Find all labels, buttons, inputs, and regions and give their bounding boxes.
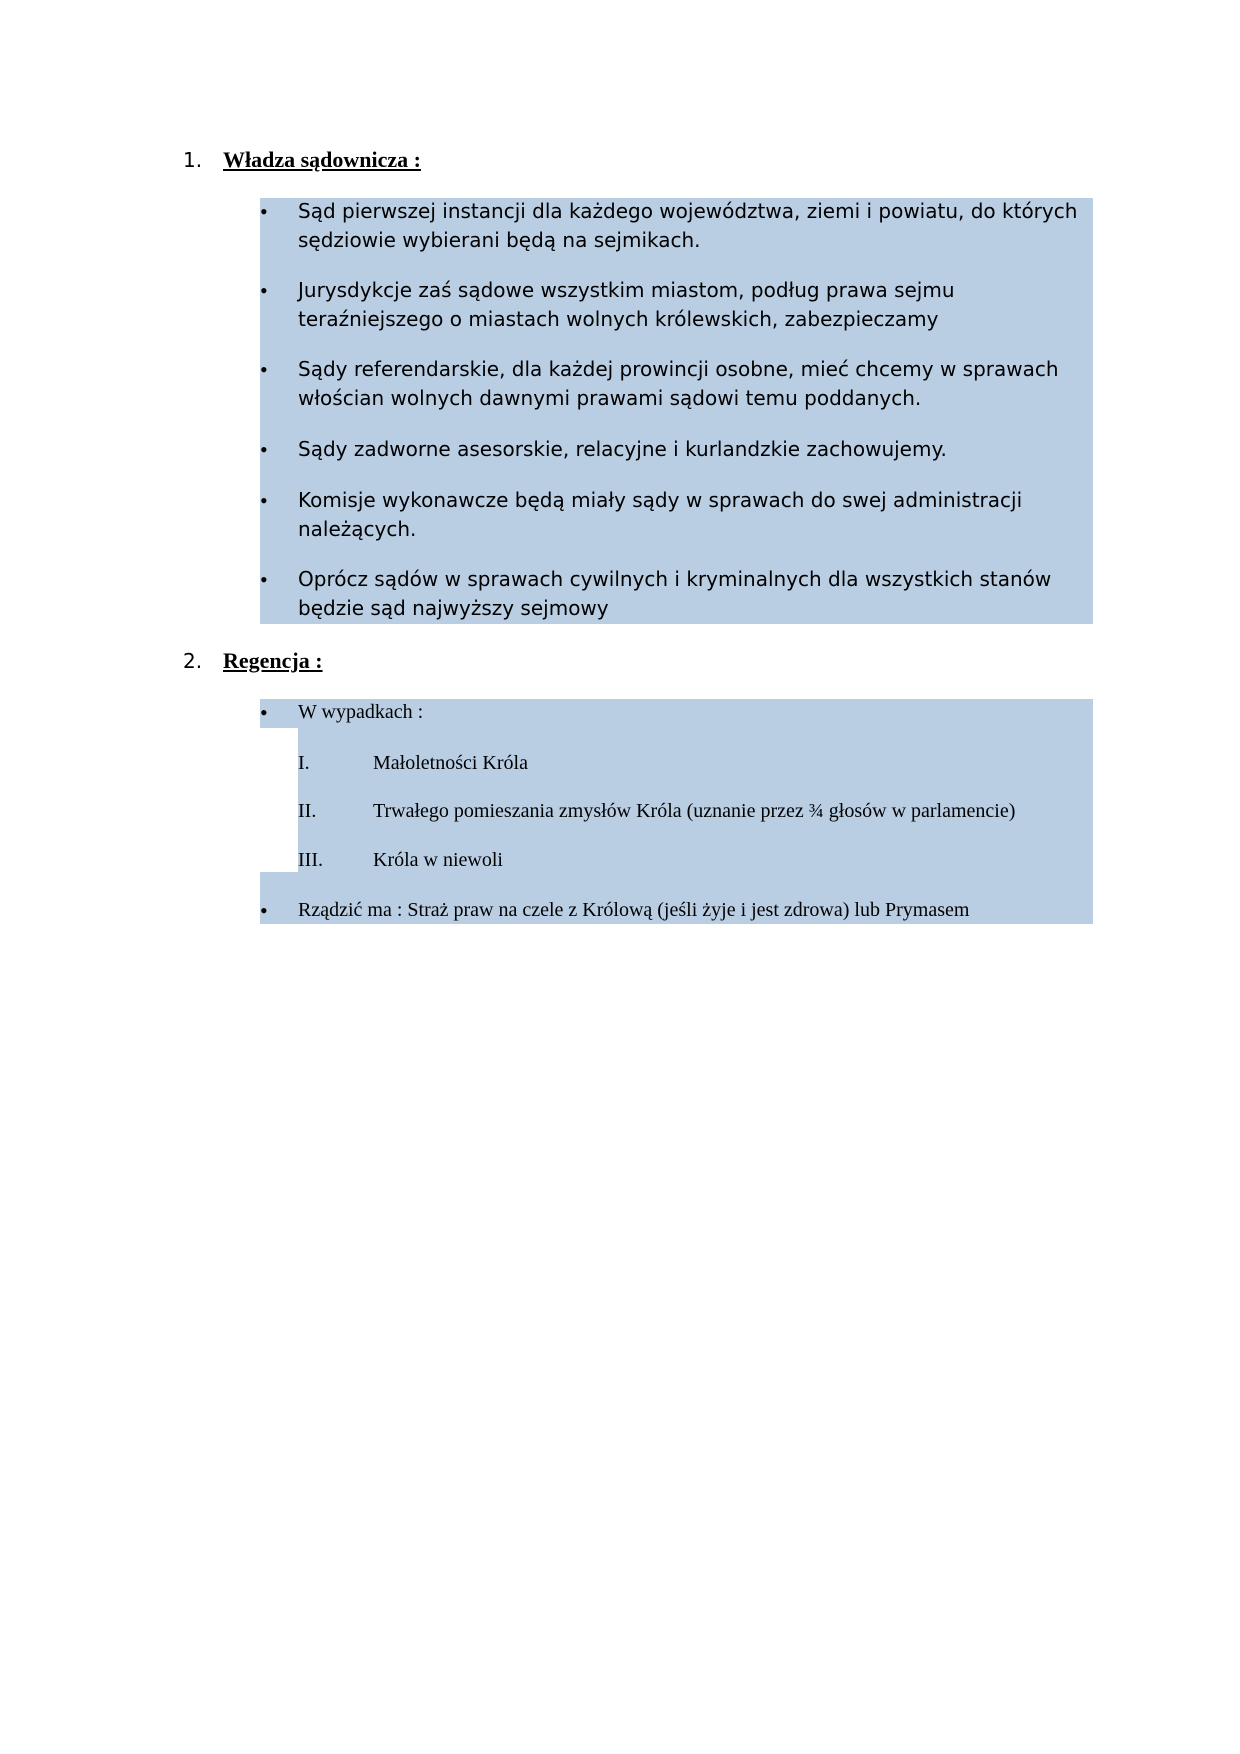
sub-list-item: Małoletności Króla xyxy=(373,752,528,774)
section-number: 2. xyxy=(183,649,203,673)
list-item: W wypadkach : xyxy=(298,701,424,723)
bullet-icon xyxy=(260,565,278,594)
section-title: Regencja : xyxy=(223,648,323,673)
sub-list-item: Króla w niewoli xyxy=(373,849,503,871)
list-item: Sądy zadworne asesorskie, relacyjne i kurlandzkie zachowujemy. xyxy=(298,437,947,461)
bullet-icon xyxy=(260,355,278,384)
bullet-icon xyxy=(260,896,278,925)
list-item: Rządzić ma : Straż praw na czele z Królową (jeśli żyje i jest zdrowa) lub Prymasem xyxy=(298,899,970,921)
list-item: Sąd pierwszej instancji dla każdego województwa, ziemi i powiatu, do których sędziowie wybierani będą na sejmikach. xyxy=(298,199,1078,252)
list-item: Oprócz sądów w sprawach cywilnych i kryminalnych dla wszystkich stanów będzie sąd najwyższy sejmowy xyxy=(298,567,1052,620)
section-title: Władza sądownicza : xyxy=(223,147,421,172)
bullet-icon xyxy=(260,435,278,464)
section-number: 1. xyxy=(183,148,203,172)
section-heading-regency xyxy=(183,648,323,674)
sub-list-item: Trwałego pomieszania zmysłów Króla (uznanie przez ¾ głosów w parlamencie) xyxy=(373,800,1016,822)
roman-numeral: III. xyxy=(298,849,323,871)
bullet-icon xyxy=(260,197,278,226)
roman-numeral: I. xyxy=(298,752,310,774)
list-item: Jurysdykcje zaś sądowe wszystkim miastom, podług prawa sejmu teraźniejszego o miastach wolnych królewskich, zabezpieczamy xyxy=(298,278,955,331)
list-item: Komisje wykonawcze będą miały sądy w sprawach do swej administracji należących. xyxy=(298,488,1023,541)
bullet-icon xyxy=(260,698,278,727)
roman-numeral: II. xyxy=(298,800,317,822)
list-item: Sądy referendarskie, dla każdej prowincji osobne, mieć chcemy w sprawach włościan wolnych dawnymi prawami sądowi temu poddanych. xyxy=(298,357,1059,410)
section-heading-judicial xyxy=(183,147,421,173)
bullet-icon xyxy=(260,486,278,515)
bullet-icon xyxy=(260,276,278,305)
